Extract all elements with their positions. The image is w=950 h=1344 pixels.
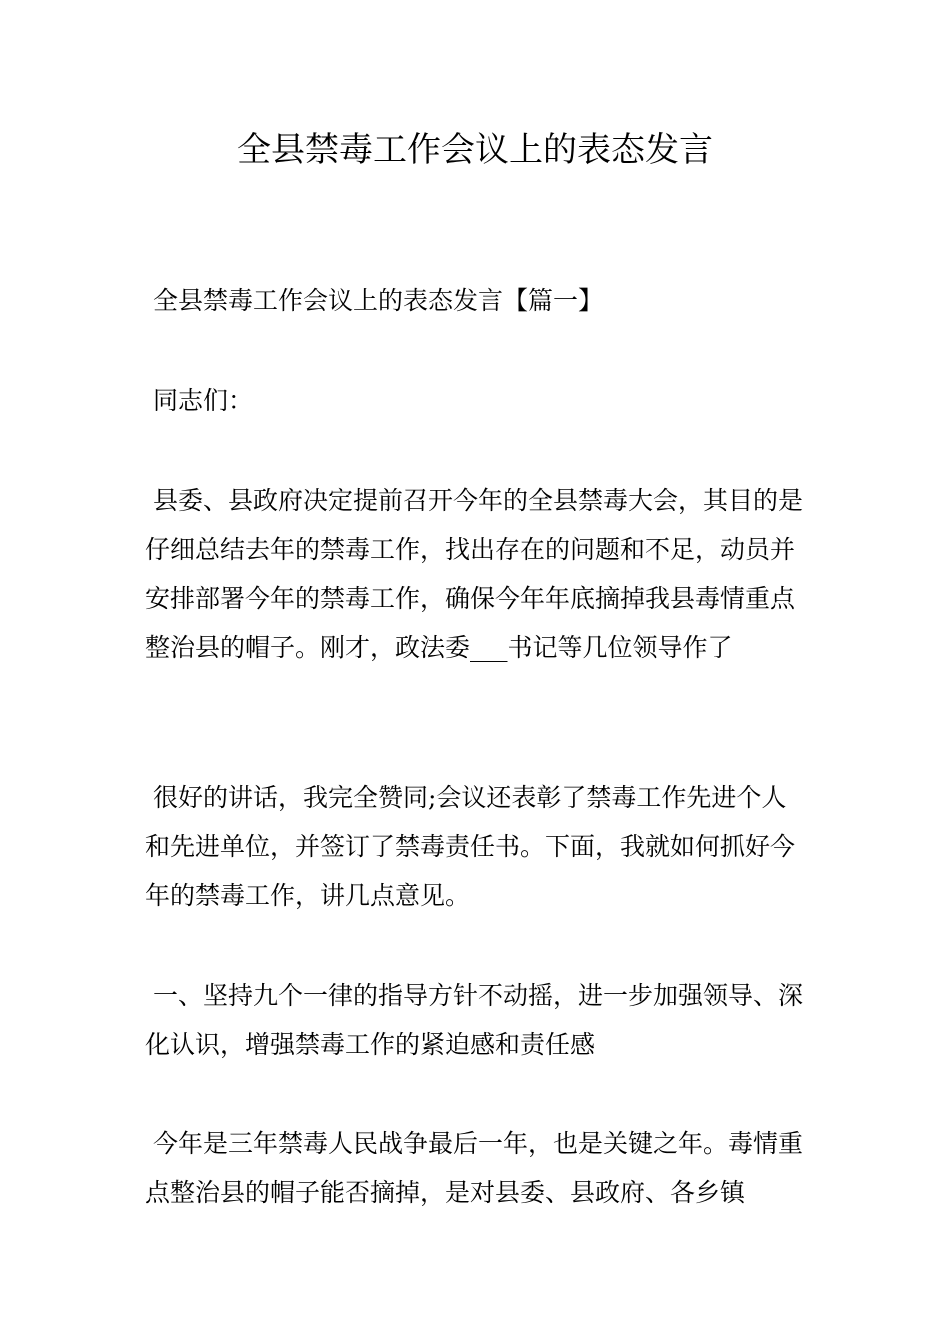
section-heading: 全县禁毒工作会议上的表态发言【篇一】 (145, 286, 603, 315)
paragraph-3-section-heading: 一、坚持九个一律的指导方针不动摇，进一步加强领导、深化认识，增强禁毒工作的紧迫感和责任感 (145, 981, 803, 1059)
paragraph-4: 今年是三年禁毒人民战争最后一年，也是关键之年。毒情重点整治县的帽子能否摘掉，是对县委、县政府、各乡镇 (145, 1129, 803, 1207)
greeting-line: 同志们： (145, 386, 253, 415)
paragraph-2: 很好的讲话，我完全赞同;会议还表彰了禁毒工作先进个人和先进单位，并签订了禁毒责任书。下面，我就如何抓好今年的禁毒工作，讲几点意见。 (145, 783, 796, 910)
document-title: 全县禁毒工作会议上的表态发言 (237, 130, 713, 170)
paragraph-1: 县委、县政府决定提前召开今年的全县禁毒大会，其目的是仔细总结去年的禁毒工作，找出存在的问题和不足，动员并安排部署今年的禁毒工作，确保今年年底摘掉我县毒情重点整治县的帽子。刚才，政法委___书记等几位领导作了 (145, 486, 803, 662)
